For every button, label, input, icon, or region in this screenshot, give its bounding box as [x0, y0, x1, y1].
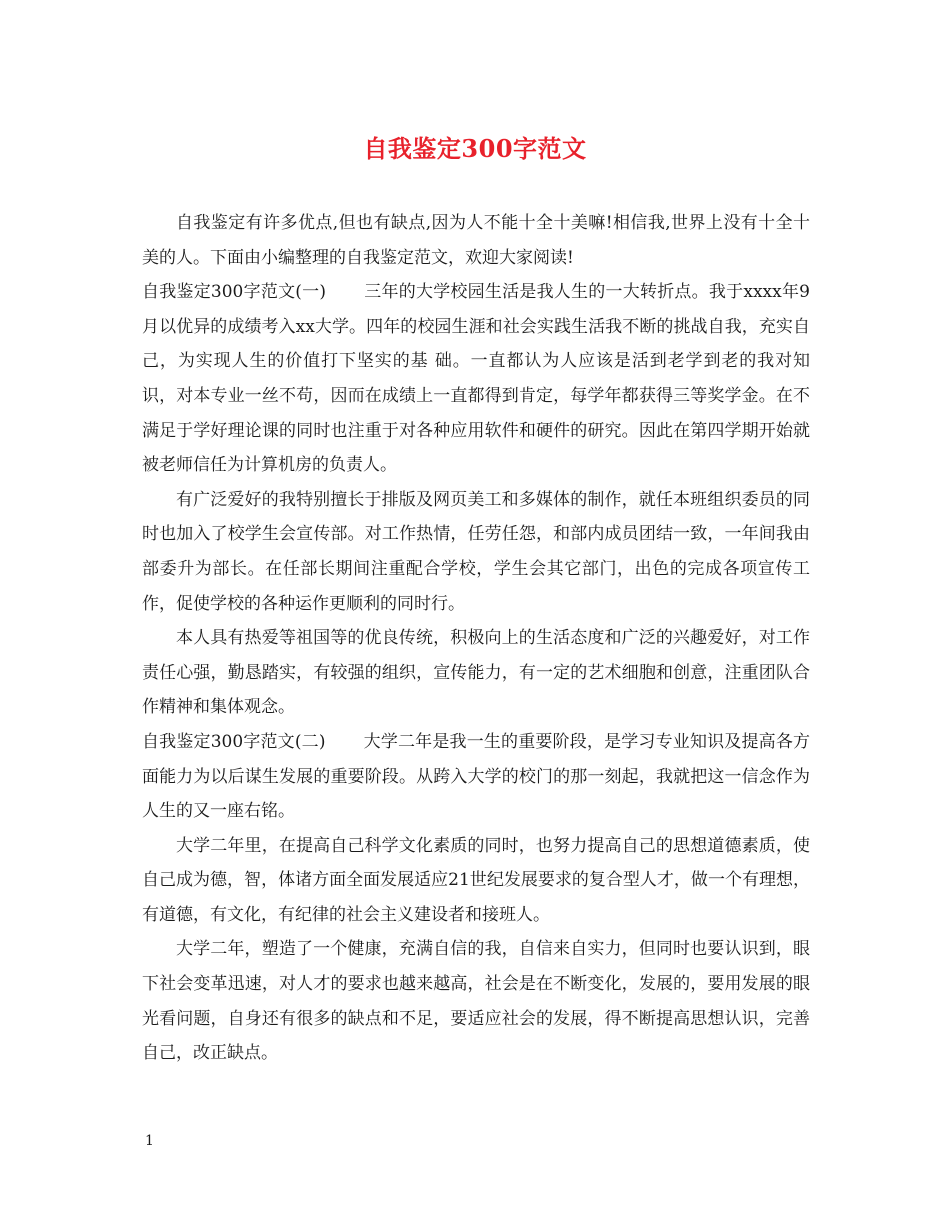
- paragraph-intro: [142, 206, 810, 275]
- paragraph: [142, 932, 810, 1070]
- paragraph: [142, 483, 810, 621]
- paragraph: [142, 829, 810, 933]
- page-number: 1: [145, 1133, 154, 1149]
- paragraph-text: 有广泛爱好的我特别擅长于排版及网页美工和多媒体的制作，就任本班组织委员的同时也加入了校学生会宣传部。对工作热情，任劳任怨，和部内成员团结一致，一年间我由部委升为部长。在任部长期间注重配合学校，学生会其它部门，出色的完成各项宣传工作，促使学校的各种运作更顺利的同时行。: [142, 489, 810, 614]
- section-heading: 自我鉴定300字范文(一): [142, 282, 327, 303]
- paragraph-section-one: [142, 275, 810, 483]
- paragraph-section-two: [142, 725, 810, 829]
- paragraph-text: 大学二年，塑造了一个健康，充满自信的我，自信来自实力，但同时也要认识到，眼下社会变革迅速，对人才的要求也越来越高，社会是在不断变化，发展的，要用发展的眼光看问题，自身还有很多的缺点和不足，要适应社会的发展，得不断提高思想认识，完善自己，改正缺点。: [142, 939, 810, 1064]
- paragraph-text: 本人具有热爱等祖国等的优良传统，积极向上的生活态度和广泛的兴趣爱好，对工作责任心强，勤恳踏实，有较强的组织，宣传能力，有一定的艺术细胞和创意，注重团队合作精神和集体观念。: [142, 628, 810, 718]
- paragraph-text: 三年的大学校园生活是我人生的一大转折点。我于xxxx年9月以优异的成绩考入xx大学。四年的校园生涯和社会实践生活我不断的挑战自我，充实自己，为实现人生的价值打下坚实的基 础。一直都认为人应该是活到老学到老的我对知识，对本专业一丝不苟，因而在成绩上一直都得到肯定，每学年都获得三等奖学金。在不满足于学好理论课的同时也注重于对各种应用软件和硬件的研究。因此在第四学期开始就被老师信任为计算机房的负责人。: [142, 282, 810, 476]
- paragraph-text: 自我鉴定有许多优点,但也有缺点,因为人不能十全十美嘛!相信我,世界上没有十全十美的人。下面由小编整理的自我鉴定范文，欢迎大家阅读!: [142, 213, 810, 268]
- document-body: [142, 206, 810, 1071]
- paragraph-text: 大学二年里，在提高自己科学文化素质的同时，也努力提高自己的思想道德素质，使自己成为德，智，体诸方面全面发展适应21世纪发展要求的复合型人才，做一个有理想，有道德，有文化，有纪律的社会主义建设者和接班人。: [142, 835, 810, 925]
- section-heading: 自我鉴定300字范文(二): [142, 731, 326, 752]
- paragraph: [142, 621, 810, 725]
- document-title: 自我鉴定300字范文: [363, 134, 587, 163]
- paragraph-text: 大学二年是我一生的重要阶段，是学习专业知识及提高各方面能力为以后谋生发展的重要阶段。从跨入大学的校门的那一刻起，我就把这一信念作为人生的又一座右铭。: [142, 731, 811, 822]
